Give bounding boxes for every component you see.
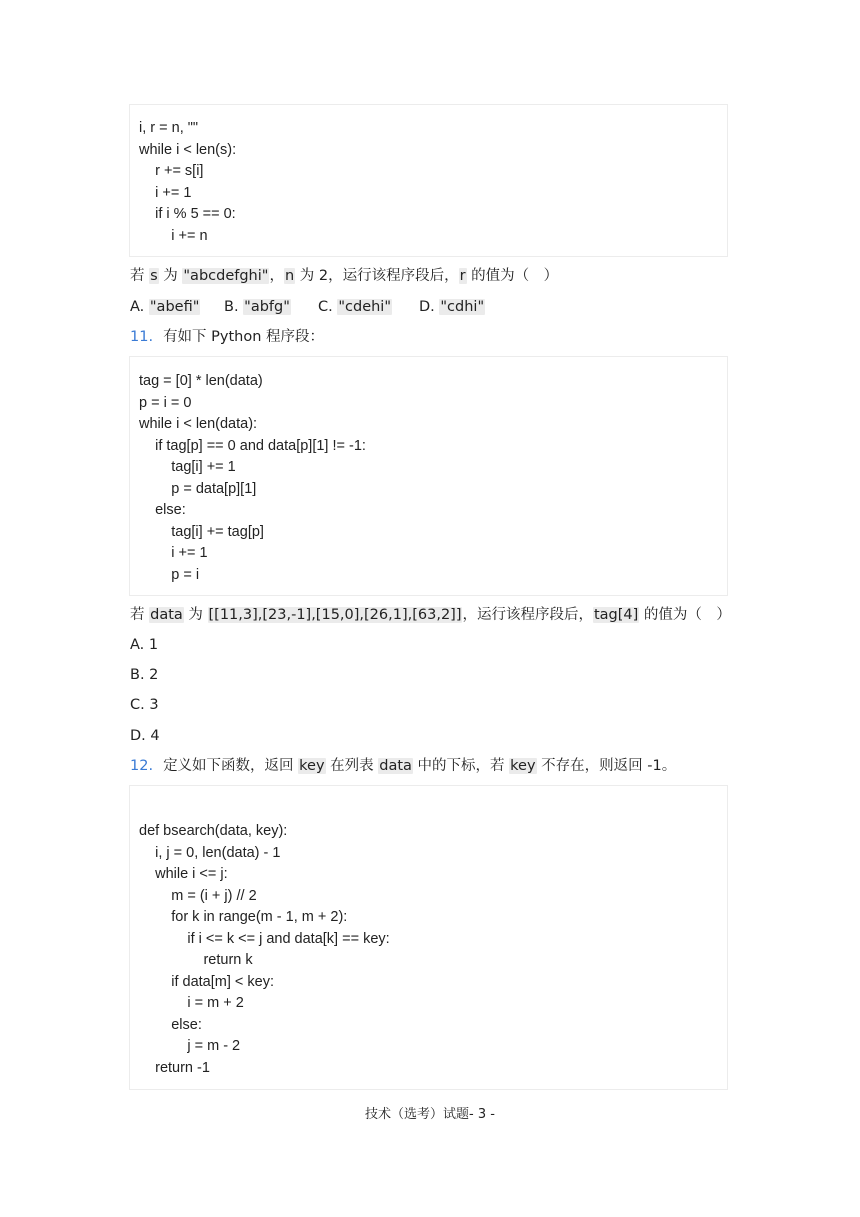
code-line: i, j = 0, len(data) - 1 xyxy=(139,845,281,861)
question-10-stem: 若 s 为 "abcdefghi"，n 为 2，运行该程序段后，r 的值为（ ） xyxy=(130,268,559,284)
code-line: if i <= k <= j and data[k] == key: xyxy=(139,931,390,947)
inline-code: data xyxy=(379,758,412,774)
code-line: i += n xyxy=(139,228,208,244)
code-line: i, r = n, "" xyxy=(139,120,199,136)
page-footer: 技术（选考）试题- 3 - xyxy=(365,1107,495,1122)
option-a[interactable]: A. 1 xyxy=(130,637,159,653)
code-line: m = (i + j) // 2 xyxy=(139,888,257,904)
inline-code: key xyxy=(510,758,536,774)
code-line: if data[m] < key: xyxy=(139,974,274,990)
inline-code: key xyxy=(299,758,325,774)
inline-code: n xyxy=(284,268,295,284)
question-11-stem: 若 data 为 [[11,3],[23,-1],[15,0],[26,1],[63,2]]，运行该程序段后，tag[4] 的值为（ ） xyxy=(130,607,731,623)
inline-code: r xyxy=(459,268,466,284)
code-block-12 xyxy=(129,785,728,1090)
code-line: r += s[i] xyxy=(139,163,204,179)
code-line: return k xyxy=(139,952,253,968)
code-block-11 xyxy=(129,356,728,596)
option-d[interactable]: D. "cdhi" xyxy=(419,299,485,315)
code-line: tag[i] += tag[p] xyxy=(139,524,264,540)
inline-code: tag[4] xyxy=(593,607,639,623)
code-line: i = m + 2 xyxy=(139,995,244,1011)
code-block-1 xyxy=(129,104,728,257)
code-line: def bsearch(data, key): xyxy=(139,823,288,839)
code-line: p = i xyxy=(139,567,200,583)
inline-code: "abcdefghi" xyxy=(183,268,269,284)
question-11-title: 11. 有如下 Python 程序段： xyxy=(130,329,325,345)
code-line: if i % 5 == 0: xyxy=(139,206,236,222)
option-a[interactable]: A. "abefi" xyxy=(130,299,200,315)
code-line: while i <= j: xyxy=(139,866,228,882)
code-line: j = m - 2 xyxy=(139,1038,241,1054)
code-line: else: xyxy=(139,1017,202,1033)
question-number: 12. xyxy=(130,758,154,774)
inline-code: [[11,3],[23,-1],[15,0],[26,1],[63,2]] xyxy=(208,607,462,623)
question-number: 11. xyxy=(130,329,154,345)
inline-code: s xyxy=(150,268,158,284)
code-line: tag = [0] * len(data) xyxy=(139,373,263,389)
code-line: else: xyxy=(139,502,186,518)
code-line: p = data[p][1] xyxy=(139,481,257,497)
question-12-title: 12. 定义如下函数，返回 key 在列表 data 中的下标，若 key 不存在，则返回 -1。 xyxy=(130,758,677,774)
option-b[interactable]: B. 2 xyxy=(130,667,159,683)
code-line: for k in range(m - 1, m + 2): xyxy=(139,909,348,925)
code-line: return -1 xyxy=(139,1060,210,1076)
inline-code: data xyxy=(150,607,183,623)
code-line: i += 1 xyxy=(139,545,208,561)
code-line: tag[i] += 1 xyxy=(139,459,236,475)
code-line: p = i = 0 xyxy=(139,395,192,411)
option-c[interactable]: C. 3 xyxy=(130,697,159,713)
code-line: i += 1 xyxy=(139,185,192,201)
option-b[interactable]: B. "abfg" xyxy=(224,299,290,315)
code-line: if tag[p] == 0 and data[p][1] != -1: xyxy=(139,438,366,454)
code-line: while i < len(s): xyxy=(139,142,237,158)
option-d[interactable]: D. 4 xyxy=(130,728,160,744)
option-c[interactable]: C. "cdehi" xyxy=(318,299,391,315)
code-line: while i < len(data): xyxy=(139,416,258,432)
